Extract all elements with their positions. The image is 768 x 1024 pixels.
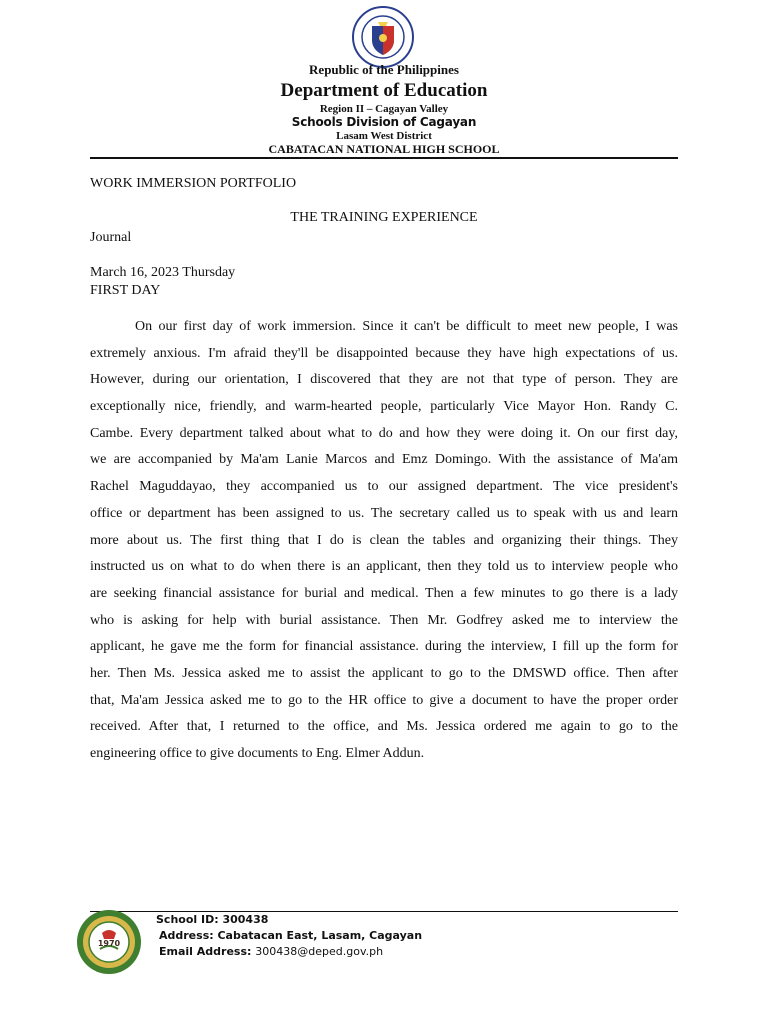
school-seal-icon	[76, 909, 142, 975]
footer-email	[159, 945, 383, 958]
journal-line: On our first day of work immersion. Since it can't be difficult to meet new people, I was	[135, 319, 678, 334]
journal-line: more about us. The first thing that I do is clean the tables and organizing their things. They	[90, 532, 678, 548]
journal-line-last: engineering office to give documents to Eng. Elmer Addun.	[90, 746, 425, 761]
school-id-value: 300438	[222, 913, 269, 926]
journal-line: her. Then Ms. Jessica asked me to assist the applicant to go to the DMSWD office. Then after	[90, 665, 678, 681]
portfolio-label: WORK IMMERSION PORTFOLIO	[90, 176, 297, 191]
journal-line: instructed us on what to do when there is an applicant, then they told us to interview people who	[90, 559, 678, 575]
journal-line: exceptionally nice, friendly, and warm-hearted people, particularly Vice Mayor Hon. Randy C.	[90, 399, 678, 415]
email-label: Email Address:	[159, 945, 252, 958]
footer-divider	[90, 911, 678, 912]
address-value: Cabatacan East, Lasam, Cagayan	[217, 929, 423, 942]
journal-line: who is asking for help with burial assistance. Then Mr. Godfrey asked me to interview the	[90, 612, 678, 628]
journal-line: extremely anxious. I'm afraid they'll be disappointed because they have high expectations of us.	[90, 345, 678, 361]
district-heading: Lasam West District	[336, 130, 432, 142]
journal-line: However, during our orientation, I discovered that they are not that type of person. They are	[90, 372, 678, 388]
republic-heading: Republic of the Philippines	[309, 62, 459, 77]
footer-school-id	[156, 913, 268, 926]
school-id-label: School ID:	[156, 913, 219, 926]
journal-line: that, Ma'am Jessica asked me to go to the HR office to give a document to have the proper order	[90, 692, 678, 708]
letterhead-divider	[90, 157, 678, 159]
journal-line: Rachel Maguddayao, they accompanied us to our assigned department. The vice president's	[90, 479, 678, 495]
school-seal-year: 1970	[97, 939, 121, 948]
journal-label: Journal	[90, 230, 132, 245]
entry-day: FIRST DAY	[90, 283, 161, 298]
journal-line: Cambe. Every department talked about what to do and how they were doing it. On our first day,	[90, 425, 678, 441]
school-heading: CABATACAN NATIONAL HIGH SCHOOL	[268, 142, 500, 156]
journal-line: office or department has been assigned to us. The secretary called us to speak with us and learn	[90, 505, 678, 521]
department-heading: Department of Education	[280, 80, 488, 101]
journal-line: received. After that, I returned to the office, and Ms. Jessica ordered me again to go to the	[90, 719, 678, 735]
deped-seal-icon	[352, 6, 414, 68]
journal-line: applicant, he gave me the form for financial assistance. during the interview, I fill up the form for	[90, 639, 678, 655]
address-label: Address:	[159, 929, 214, 942]
journal-line: are seeking financial assistance for burial and medical. Then a few minutes to go there is a lady	[90, 585, 678, 601]
email-value: 300438@deped.gov.ph	[255, 945, 384, 958]
journal-line: we are accompanied by Ma'am Lanie Marcos and Emz Domingo. With the assistance of Ma'am	[90, 452, 678, 468]
division-heading: Schools Division of Cagayan	[291, 115, 477, 129]
section-title: THE TRAINING EXPERIENCE	[290, 210, 478, 225]
region-heading: Region II – Cagayan Valley	[319, 103, 449, 115]
journal-entry	[90, 317, 678, 771]
entry-date: March 16, 2023 Thursday	[90, 265, 236, 280]
footer-address	[159, 929, 422, 942]
